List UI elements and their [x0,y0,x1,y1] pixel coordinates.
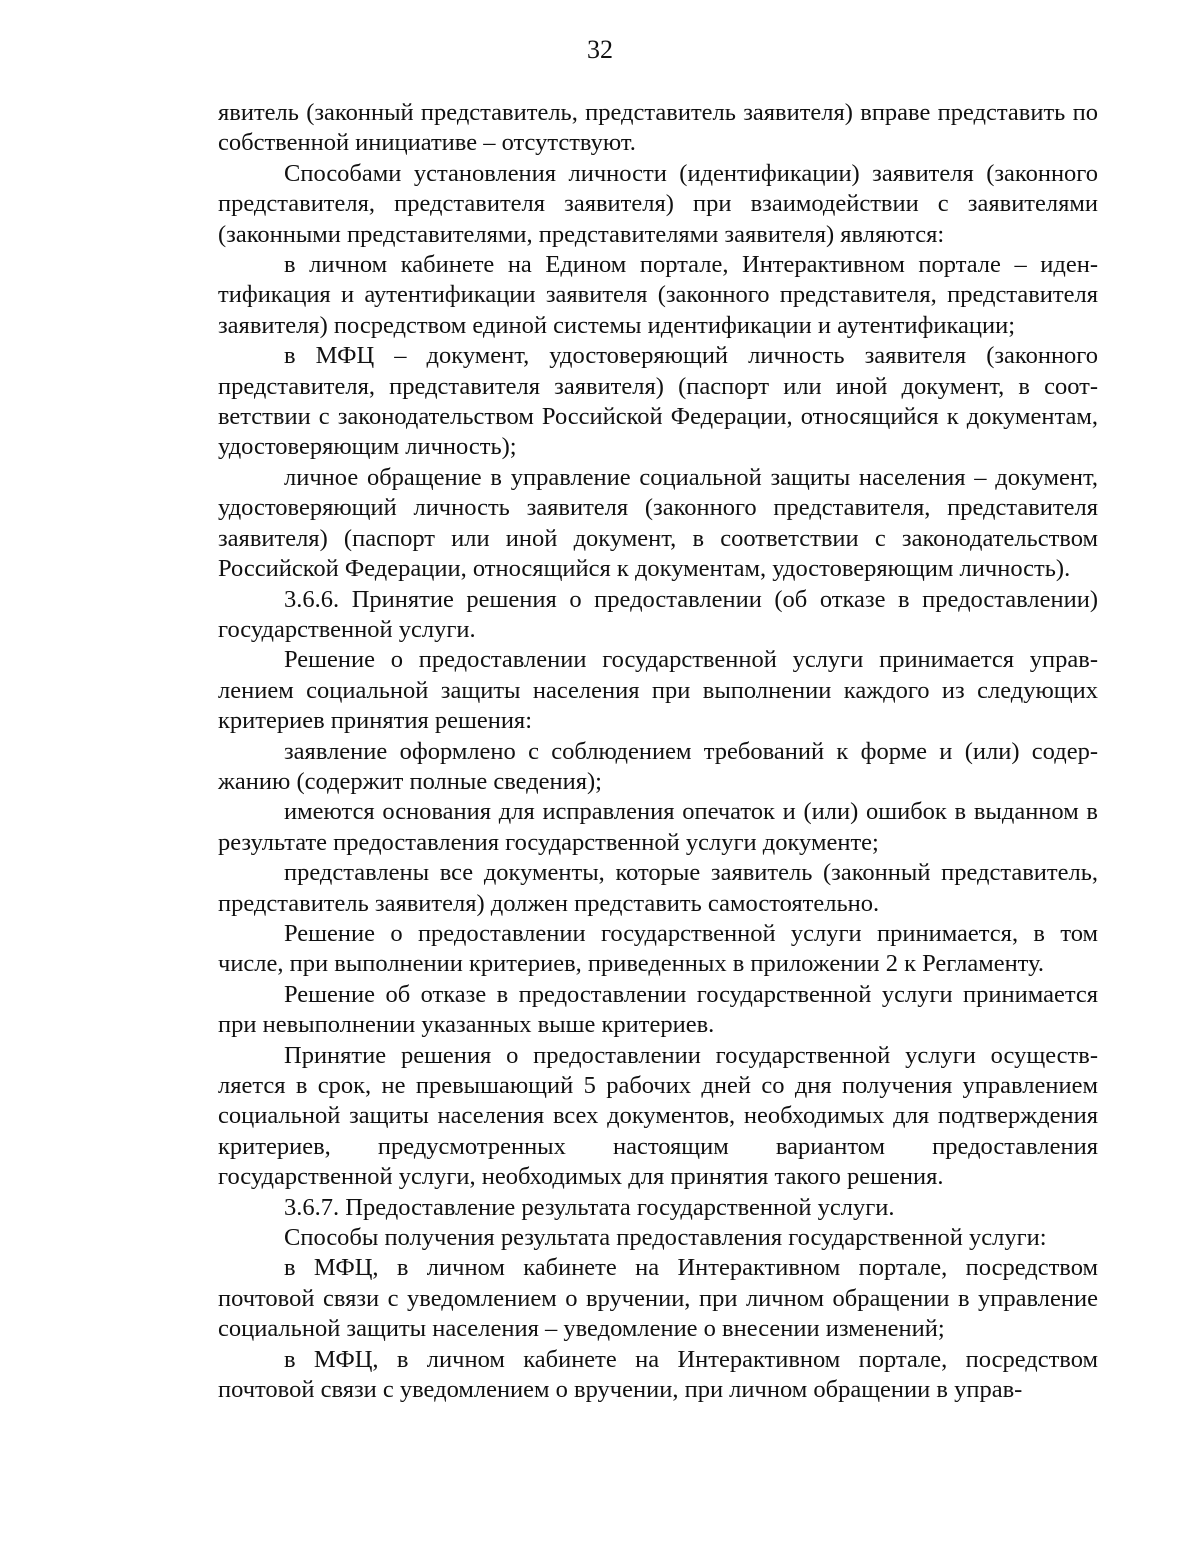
paragraph-criterion-documents: представлены все документы, которые заявитель (законный представитель, представитель заявителя) должен представить самостоятельно. [218,859,1098,917]
paragraph-continuation: явитель (законный представитель, представитель заявителя) вправе представить по собственной инициативе – отсутствуют. [218,99,1098,157]
paragraph-personal-visit: личное обращение в управление социальной защиты населения – документ, удостоверяющий личность заявителя (законного представителя, представителя заявителя) (паспорт или иной документ, в соответствии с законодательством Российской Федерации, относящийся к документам, удостоверяющим личность). [218,463,1098,583]
paragraph-result-continued: в МФЦ, в личном кабинете на Интерактивном портале, посредством почтовой связи с уведомлением о вручении, при личном обращении в управ- [218,1345,1098,1404]
paragraph-decision-criteria: Решение о предоставлении государственной услуги принимается управлением социальной защиты населения при выполнении каждого из следующих критериев принятия решения: [218,646,1098,735]
paragraph-decision-term: Принятие решения о предоставлении государственной услуги осуществляется в срок, не превышающий 5 рабочих дней со дня получения управлением социальной защиты населения всех документов, необходимых для подтверждения критериев, предусмотренных настоящим вариантом предоставления государственной услуги, необходимых для принятия такого решения. [218,1041,1098,1191]
paragraph-personal-account: в личном кабинете на Едином портале, Интерактивном портале – идентификация и аутентификации заявителя (законного представителя, представителя заявителя) посредством единой системы идентификации и аутентификации; [218,251,1098,339]
section-heading-3-6-6: 3.6.6. Принятие решения о предоставлении (об отказе в предоставлении) государственной услуги. [218,585,1098,643]
paragraph-appendix-criteria: Решение о предоставлении государственной услуги принимается, в том числе, при выполнении критериев, приведенных в приложении 2 к Регламенту. [218,919,1098,978]
paragraph-criterion-errors: имеются основания для исправления опечаток и (или) ошибок в выданном в результате предоставления государственной услуги документе; [218,798,1098,856]
paragraph-refusal: Решение об отказе в предоставлении государственной услуги принимается при невыполнении указанных выше критериев. [218,980,1098,1039]
document-body [218,98,1098,1405]
paragraph-criterion-form: заявление оформлено с соблюдением требований к форме и (или) содержанию (содержит полные сведения); [218,737,1098,795]
paragraph-result-notification: в МФЦ, в личном кабинете на Интерактивном портале, посредством почтовой связи с уведомлением о вручении, при личном обращении в управление социальной защиты населения – уведомление о внесении изменений; [218,1254,1098,1343]
section-heading-3-6-7: 3.6.7. Предоставление результата государственной услуги. [284,1193,895,1221]
paragraph-identification-methods: Способами установления личности (идентификации) заявителя (законного представителя, представителя заявителя) при взаимодействии с заявителями (законными представителями, представителями заявителя) являются: [218,159,1098,248]
page-number: 32 [587,35,613,64]
paragraph-result-methods: Способы получения результата предоставления государственной услуги: [284,1224,1047,1252]
paragraph-mfc-document: в МФЦ – документ, удостоверяющий личность заявителя (законного представителя, представителя заявителя) (паспорт или иной документ, в соответствии с законодательством Российской Федерации, относящийся к документам, удостоверяющим личность); [218,342,1098,461]
